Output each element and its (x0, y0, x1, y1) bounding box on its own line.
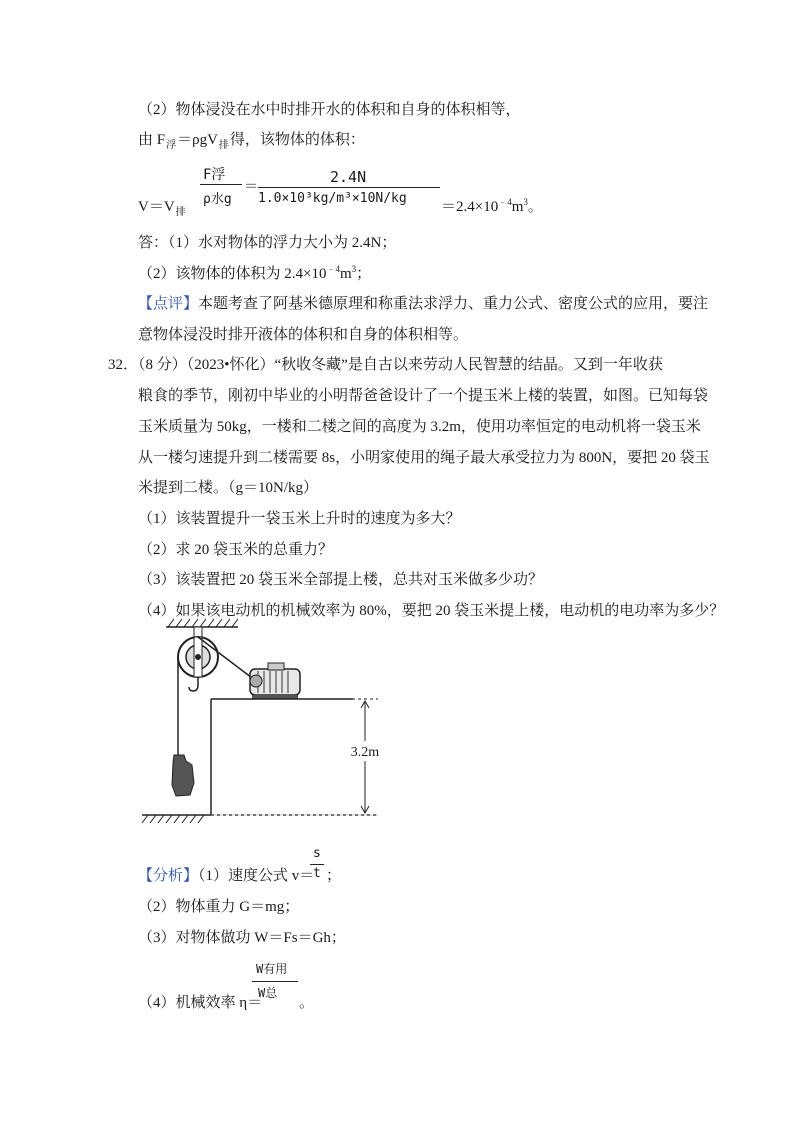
volume-result-text: ＝2.4×10 (441, 199, 499, 215)
volume-lhs-sub: 排 (175, 207, 186, 218)
answer-2-end: ； (356, 266, 372, 282)
fraction-bar (258, 187, 440, 188)
analysis-1-text: （1）速度公式 v＝ (198, 868, 315, 884)
answer-2-exp: ﹣4 (326, 264, 340, 274)
analysis-tag: 【分析】 (138, 868, 199, 884)
answer-1: 答：（1）水对物体的浮力大小为 2.4N； (138, 235, 397, 251)
sub-question-4: （4）如果该电动机的机械效率为 80%，要把 20 袋玉米提上楼，电动机的电功率为多少？ (138, 603, 725, 619)
fraction-bar (310, 864, 324, 865)
formula-sub: 浮 (166, 140, 177, 151)
volume-lhs-text: V＝V (138, 199, 175, 215)
question-line-5: 米提到二楼。（g＝10N/kg） (138, 480, 319, 496)
analysis-3: （3）对物体做功 W＝Fs＝Gh； (138, 930, 346, 946)
answer-2-unit: m (339, 266, 352, 282)
volume-lhs (138, 197, 187, 219)
fraction-denominator: ρ水g (203, 192, 232, 207)
comment-line-1 (138, 294, 708, 314)
fraction-bar (200, 184, 242, 185)
equals-sign: ＝ (244, 179, 258, 195)
solution-p2-intro: （2）物体浸没在水中时排开水的体积和自身的体积相等， (138, 102, 521, 118)
analysis-1-numerator: s (313, 846, 321, 861)
formula-text: 得，该物体的体积： (229, 132, 365, 148)
formula-text: 由 F (138, 132, 166, 148)
comment-tag: 【点评】 (138, 296, 199, 312)
volume-result (441, 197, 543, 218)
answer-2 (138, 264, 371, 285)
analysis-4-numerator: W有用 (256, 962, 288, 976)
analysis-1-end: ； (326, 868, 342, 884)
formula-text: ＝ρgV (177, 132, 218, 148)
ceiling-hatch (168, 619, 238, 627)
analysis-2: （2）物体重力 G＝mg； (138, 899, 300, 915)
answer-2-text: （2）该物体的体积为 2.4×10 (138, 266, 327, 282)
volume-result-unit: m (511, 199, 524, 215)
analysis-4: （4）机械效率 η＝ (138, 995, 263, 1011)
formula-sub: 排 (218, 140, 229, 151)
fraction-numerator: 2.4N (330, 168, 367, 186)
answer-2-unit-exp: 3 (351, 264, 357, 274)
volume-result-unit-exp: 3 (523, 197, 528, 207)
question-line-3: 玉米质量为 50kg，一楼和二楼之间的高度为 3.2m，使用功率恒定的电动机将一袋玉米 (138, 419, 701, 435)
pulley-axle (195, 654, 201, 660)
fraction-denominator: 1.0×10³kg/m³×10N/kg (258, 191, 407, 206)
comment-line-2: 意物体浸没时排开液体的体积和自身的体积相等。 (138, 327, 469, 343)
question-line-2: 粮食的季节，刚初中毕业的小明帮爸爸设计了一个提玉米上楼的装置，如图。已知每袋 (138, 388, 709, 404)
analysis-4-end: 。 (299, 995, 315, 1011)
sub-question-3: （3）该装置把 20 袋玉米全部提上楼，总共对玉米做多少功？ (138, 572, 544, 588)
volume-result-exp: ﹣4 (498, 197, 512, 207)
question-line-4: 从一楼匀速提升到二楼需要 8s，小明家使用的绳子最大承受拉力为 800N，要把 20 袋玉 (138, 450, 710, 466)
fraction-numerator: F浮 (203, 167, 226, 183)
hook-icon (189, 677, 198, 691)
analysis-1-denominator: t (313, 866, 321, 881)
analysis-4-denominator: W总 (258, 986, 278, 1000)
fraction-bar (252, 981, 298, 982)
sub-question-2: （2）求 20 袋玉米的总重力？ (138, 542, 334, 558)
corn-bag (172, 755, 194, 796)
volume-result-end: 。 (527, 199, 543, 215)
analysis-1 (138, 866, 314, 886)
ground-hatch (142, 815, 204, 823)
question-line-1: 32．（8 分）（2023•怀化）“秋收冬藏”是自古以来劳动人民智慧的结晶。又到一年收获 (108, 357, 663, 373)
comment-text: 本题考查了阿基米德原理和称重法求浮力、重力公式、密度公式的应用，要注 (198, 296, 709, 312)
height-label: 3.2m (350, 745, 380, 760)
sub-question-1: （1）该装置提升一袋玉米上升时的速度为多大？ (138, 511, 461, 527)
motor-icon (250, 663, 300, 699)
pulley-diagram (138, 615, 398, 830)
buoyancy-formula-line (138, 130, 365, 152)
